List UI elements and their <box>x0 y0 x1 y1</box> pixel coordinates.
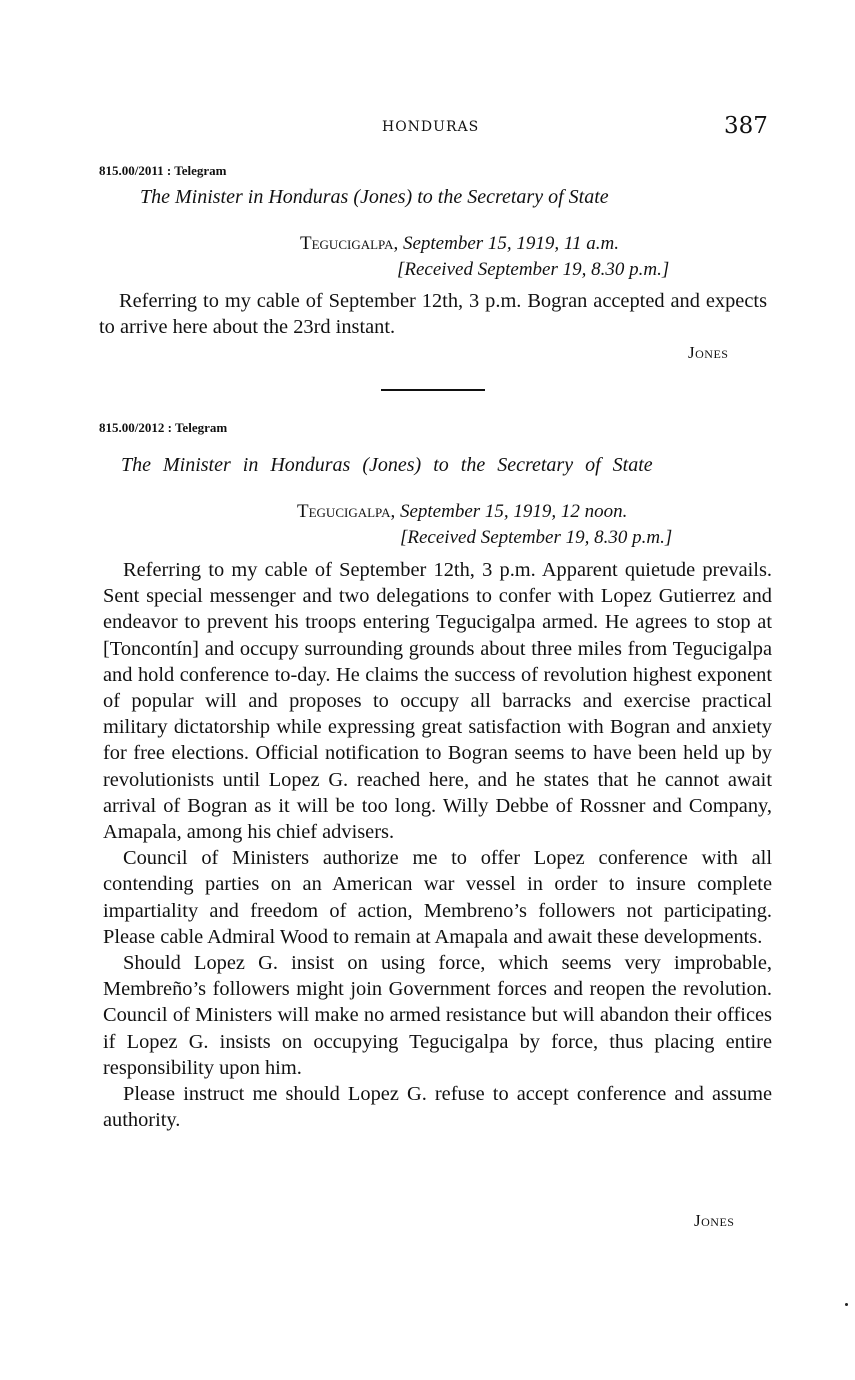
dateline <box>300 233 619 255</box>
received-line: [Received September 19, 8.30 p.m.] <box>400 527 673 548</box>
heading-part: The Minister in Honduras ( <box>121 454 369 476</box>
heading-part: The Minister in Honduras ( <box>140 186 360 208</box>
heading-part: ) to the Secretary of State <box>405 186 609 208</box>
document-heading <box>121 454 653 477</box>
dateline-place: Tegucigalpa, <box>300 233 399 254</box>
running-head-title: HONDURAS <box>382 119 480 135</box>
telegram-body <box>99 288 767 340</box>
dateline-date: September 15, 1919, 11 a.m. <box>402 233 619 254</box>
print-speck <box>845 1303 848 1306</box>
paragraph: Should Lopez G. insist on using force, which seems very improbable, Membreño’s followers might join Government forces and reopen the revolution. Council of Ministers will make no armed resistance but will abandon their offices if Lopez G. insists on occupying Tegucigalpa by force, thus placing entire responsibility upon him. <box>103 952 772 1079</box>
paragraph: Referring to my cable of September 12th, 3 p.m. Bogran accepted and expects to arrive here about the 23rd instant. <box>99 290 767 339</box>
dateline-place: Tegucigalpa, <box>297 501 396 522</box>
signature: Jones <box>688 343 729 362</box>
heading-part: Jones <box>360 186 406 208</box>
heading-part: Jones <box>369 454 415 476</box>
signature: Jones <box>694 1211 735 1230</box>
file-reference: 815.00/2011 : Telegram <box>99 163 227 178</box>
document-heading <box>140 186 609 209</box>
paragraph: Please instruct me should Lopez G. refuse to accept conference and assume authority. <box>103 1083 772 1132</box>
section-divider <box>381 389 485 391</box>
telegram-body <box>103 557 772 1133</box>
received-line: [Received September 19, 8.30 p.m.] <box>397 259 670 280</box>
paragraph: Referring to my cable of September 12th, 3 p.m. Apparent quietude prevails. Sent special messenger and two delegations to confer with Lopez Gutierrez and endeavor to prevent his troops entering Tegucigalpa armed. He agrees to stop at [Toncontín] and occupy surrounding grounds about three miles from Tegucigalpa and hold conference to-day. He claims the success of revolution highest exponent of popular will and proposes to occupy all barracks and exercise practical military dictatorship while expressing great satisfaction with Bogran and anxiety for free elections. Official notification to Bogran seems to have been held up by revolutionists until Lopez G. reached here, and he states that he cannot await arrival of Bogran as it will be too long. Willy Debbe of Rossner and Company, Amapala, among his chief advisers. <box>103 559 772 844</box>
file-reference: 815.00/2012 : Telegram <box>99 420 228 435</box>
dateline-date: September 15, 1919, 12 noon. <box>399 501 628 522</box>
heading-part: ) to the Secretary of State <box>414 454 653 476</box>
page-number: 387 <box>724 113 768 139</box>
dateline <box>297 501 627 523</box>
paragraph: Council of Ministers authorize me to offer Lopez conference with all contending parties on an American war vessel in order to insure complete impartiality and freedom of action, Membreno’s followers not participating. Please cable Admiral Wood to remain at Amapala and await these developments. <box>103 847 772 948</box>
